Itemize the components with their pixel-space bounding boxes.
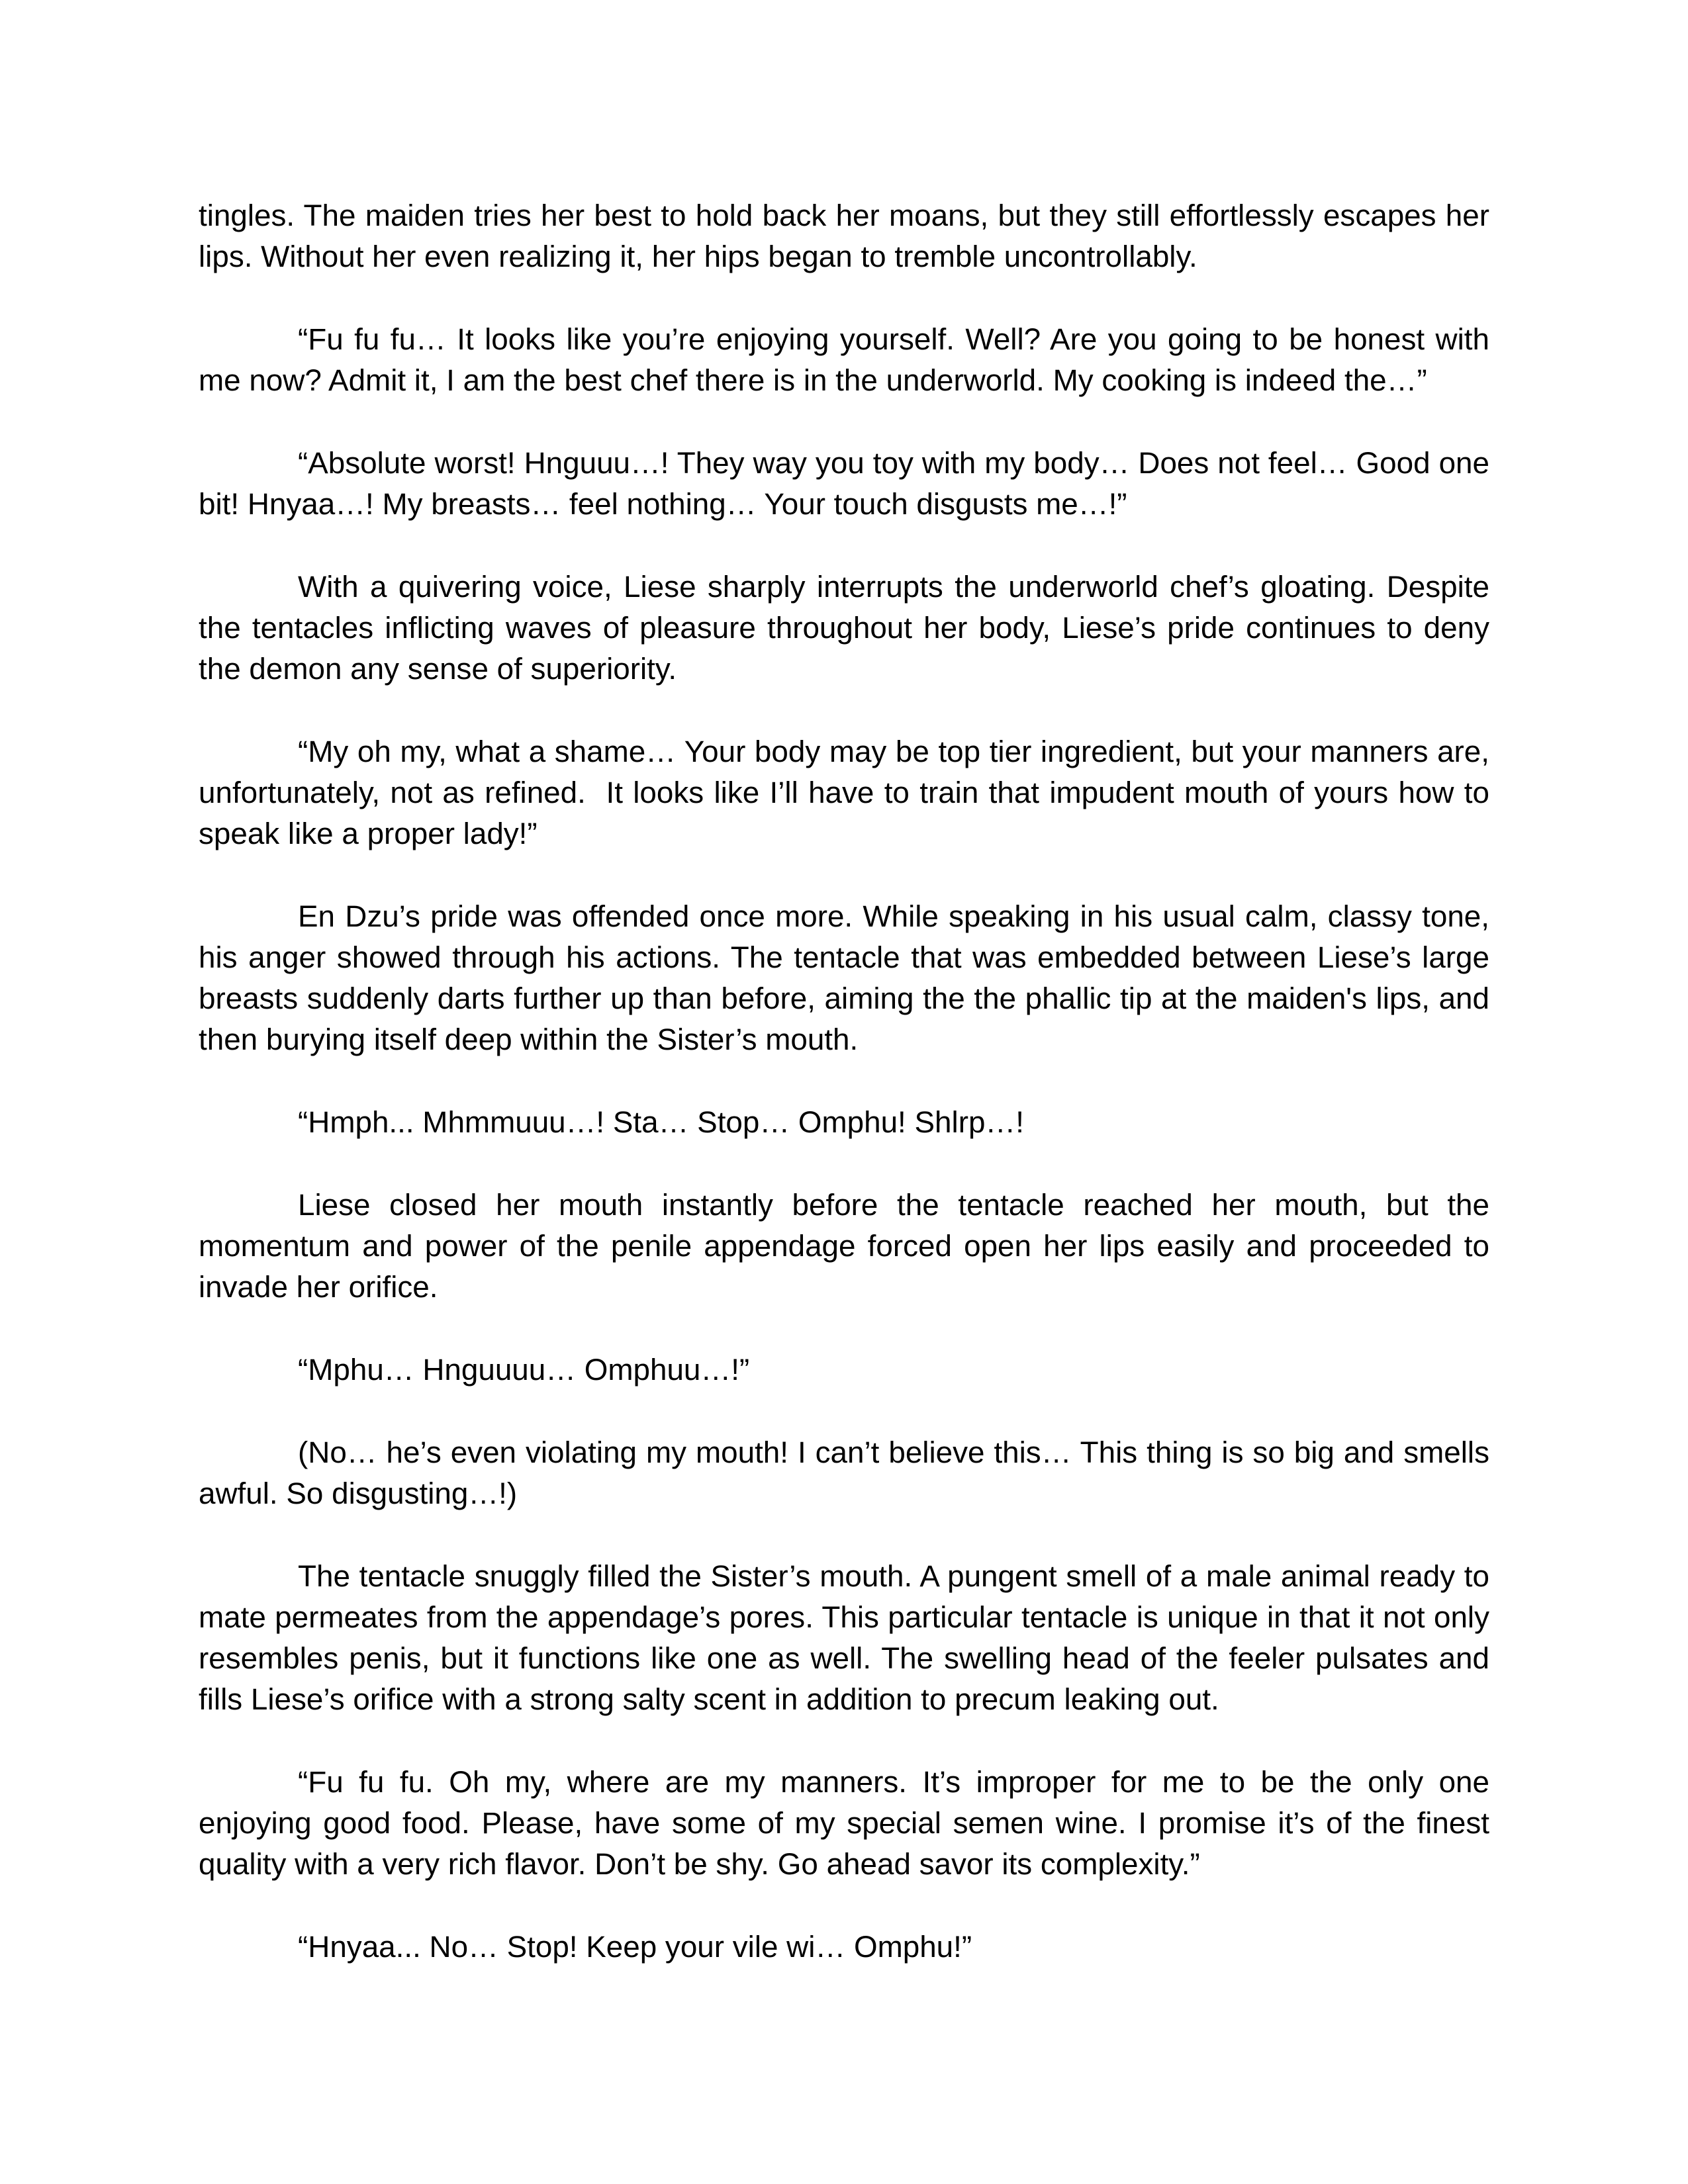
paragraph-12: “Fu fu fu. Oh my, where are my manners. It’s improper for me to be the only one enjoying good food. Please, have some of my special semen wine. I promise it’s of the finest quality with a very rich flavor. Don’t be shy. Go ahead savor its complexity.” xyxy=(199,1765,1489,1881)
paragraph-10: (No… he’s even violating my mouth! I can’t believe this… This thing is so big and smells awful. So disgusting…!) xyxy=(199,1435,1489,1510)
paragraph-7: “Hmph... Mhmmuuu…! Sta… Stop… Omphu! Shlrp…! xyxy=(298,1105,1024,1139)
paragraph-6: En Dzu’s pride was offended once more. While speaking in his usual calm, classy tone, his anger showed through his actions. The tentacle that was embedded between Liese’s large breasts suddenly darts further up than before, aiming the the phallic tip at the maiden's lips, and then burying itself deep within the Sister’s mouth. xyxy=(199,899,1489,1056)
paragraph-8: Liese closed her mouth instantly before the tentacle reached her mouth, but the momentum and power of the penile appendage forced open her lips easily and proceeded to invade her orifice. xyxy=(199,1188,1489,1304)
paragraph-9: “Mphu… Hnguuuu… Omphuu…!” xyxy=(298,1353,750,1387)
paragraph-4: With a quivering voice, Liese sharply interrupts the underworld chef’s gloating. Despite the tentacles inflicting waves of pleasure throughout her body, Liese’s pride continues to deny the demon any sense of superiority. xyxy=(199,570,1489,686)
paragraph-11: The tentacle snuggly filled the Sister’s mouth. A pungent smell of a male animal ready to mate permeates from the appendage’s pores. This particular tentacle is unique in that it not only resembles penis, but it functions like one as well. The swelling head of the feeler pulsates and fills Liese’s orifice with a strong salty scent in addition to precum leaking out. xyxy=(199,1559,1489,1716)
paragraph-2: “Fu fu fu… It looks like you’re enjoying yourself. Well? Are you going to be honest with me now? Admit it, I am the best chef there is in the underworld. My cooking is indeed the…” xyxy=(199,322,1489,397)
paragraph-5: “My oh my, what a shame… Your body may be top tier ingredient, but your manners are, unfortunately, not as refined. It looks like I’ll have to train that impudent mouth of yours how to speak like a proper lady!” xyxy=(199,735,1489,850)
paragraph-13: “Hnyaa... No… Stop! Keep your vile wi… Omphu!” xyxy=(298,1930,972,1964)
paragraph-1: tingles. The maiden tries her best to hold back her moans, but they still effortlessly escapes her lips. Without her even realizing it, her hips began to tremble uncontrollably. xyxy=(199,199,1489,273)
paragraph-3: “Absolute worst! Hnguuu…! They way you toy with my body… Does not feel… Good one bit! Hnyaa…! My breasts… feel nothing… Your touch disgusts me…!” xyxy=(199,446,1489,521)
